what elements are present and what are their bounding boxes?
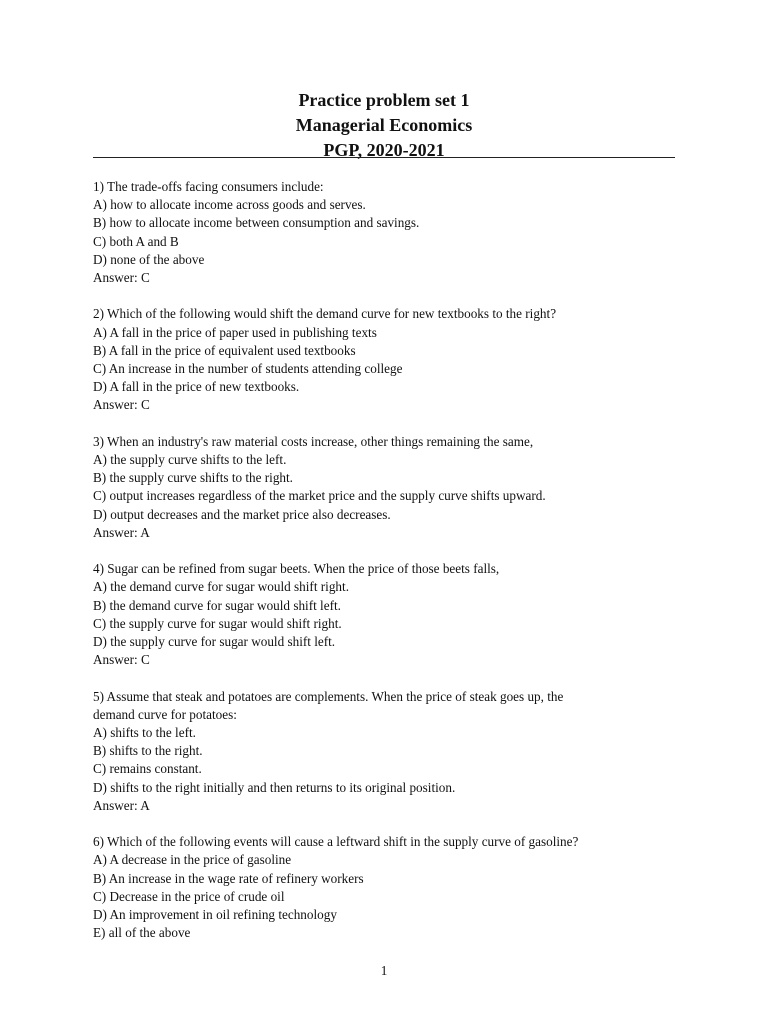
answer-key: Answer: C	[93, 652, 150, 668]
question-4	[93, 560, 693, 669]
answer-key: Answer: C	[93, 397, 150, 413]
answer-option: C) output increases regardless of the market price and the supply curve shifts upward.	[93, 488, 546, 504]
answer-option: A) A decrease in the price of gasoline	[93, 852, 292, 868]
question-2	[93, 305, 693, 414]
header-title: Practice problem set 1	[298, 90, 470, 110]
answer-option: A) how to allocate income across goods and serves.	[93, 197, 366, 213]
answer-option: C) both A and B	[93, 233, 179, 249]
answer-option: A) shifts to the left.	[93, 725, 196, 741]
question-stem: 6) Which of the following events will cause a leftward shift in the supply curve of gasoline?	[93, 834, 579, 850]
header-program: PGP, 2020-2021	[323, 140, 445, 160]
answer-option: D) the supply curve for sugar would shift left.	[93, 634, 336, 650]
question-stem: 1) The trade-offs facing consumers include:	[93, 179, 324, 194]
answer-key: Answer: A	[93, 797, 150, 813]
answer-option: C) An increase in the number of students attending college	[93, 361, 403, 377]
question-6	[93, 833, 693, 942]
question-1	[93, 178, 693, 287]
answer-option: E) all of the above	[93, 925, 191, 941]
answer-option: D) An improvement in oil refining technology	[93, 907, 337, 923]
header-course: Managerial Economics	[295, 115, 473, 135]
answer-key: Answer: A	[93, 524, 150, 540]
question-stem: demand curve for potatoes:	[93, 706, 237, 722]
question-stem: 3) When an industry's raw material costs increase, other things remaining the same,	[93, 433, 534, 449]
answer-option: B) the supply curve shifts to the right.	[93, 470, 293, 486]
question-stem: 5) Assume that steak and potatoes are complements. When the price of steak goes up, the	[93, 688, 564, 704]
answer-key: Answer: C	[93, 270, 150, 286]
answer-option: D) shifts to the right initially and then returns to its original position.	[93, 779, 456, 795]
answer-option: D) output decreases and the market price also decreases.	[93, 506, 391, 522]
page-number: 1	[380, 963, 388, 978]
question-stem: 2) Which of the following would shift the demand curve for new textbooks to the right?	[93, 306, 557, 322]
question-list	[93, 178, 693, 961]
answer-option: B) how to allocate income between consumption and savings.	[93, 215, 420, 231]
answer-option: B) A fall in the price of equivalent used textbooks	[93, 342, 356, 358]
document-header	[93, 88, 675, 163]
answer-option: D) none of the above	[93, 251, 205, 267]
answer-option: B) shifts to the right.	[93, 743, 203, 759]
answer-option: A) the demand curve for sugar would shift right.	[93, 579, 349, 595]
answer-option: B) An increase in the wage rate of refinery workers	[93, 870, 364, 886]
question-5	[93, 688, 693, 815]
answer-option: D) A fall in the price of new textbooks.	[93, 379, 300, 395]
answer-option: A) the supply curve shifts to the left.	[93, 452, 287, 468]
question-3	[93, 433, 693, 542]
header-divider	[93, 157, 675, 158]
answer-option: C) the supply curve for sugar would shift right.	[93, 615, 342, 631]
answer-option: C) Decrease in the price of crude oil	[93, 888, 285, 904]
answer-option: C) remains constant.	[93, 761, 202, 777]
answer-option: A) A fall in the price of paper used in publishing texts	[93, 324, 377, 340]
question-stem: 4) Sugar can be refined from sugar beets. When the price of those beets falls,	[93, 561, 500, 577]
answer-option: B) the demand curve for sugar would shift left.	[93, 597, 341, 613]
